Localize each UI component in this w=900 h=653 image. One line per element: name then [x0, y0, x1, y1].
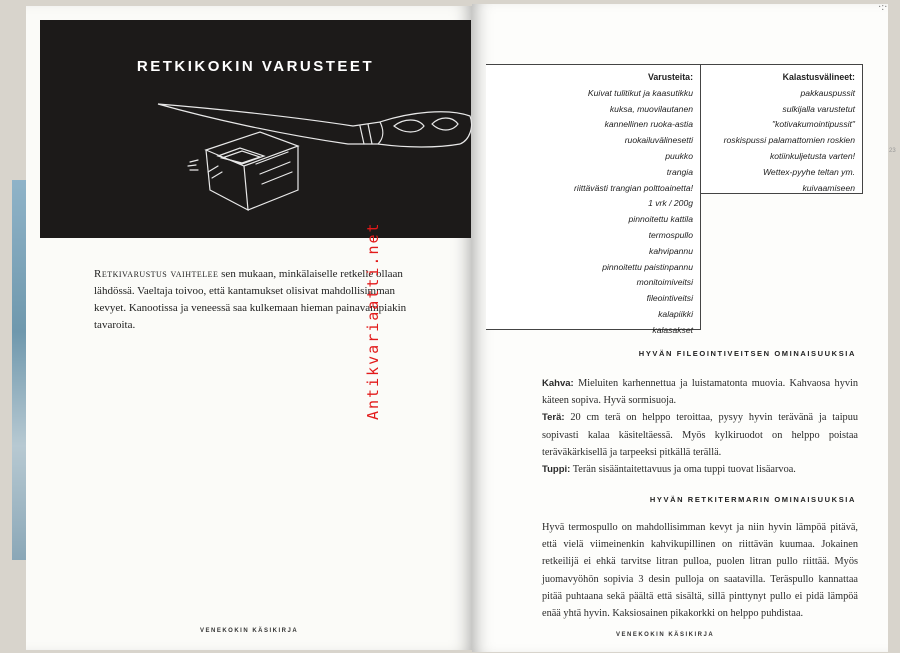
blade-text: 20 cm terä on helppo teroittaa, pysyy hyvin terävänä ja taipuu sopivasti kalaa käsiteltäessä. Myös kylkiruodot on helppo poistaa teräväkärkisellä ja tarpeeksi pitkällä terällä.	[542, 412, 858, 458]
handle-text: Mieluiten karhennettua ja luistamatonta muovia. Kahvaosa hyvin käteen sopiva. Hyvä sormisuoja.	[542, 378, 858, 407]
list-item: kannellinen ruoka-astia	[604, 119, 693, 130]
blade-label: Terä:	[542, 412, 565, 424]
fishing-heading: Kalastusvälineet:	[782, 72, 855, 82]
list-item: kalapiikki	[658, 308, 693, 319]
list-item: roskispussi palamattomien roskien	[723, 135, 855, 146]
list-item: kuksa, muovilautanen	[609, 103, 693, 114]
intro-text: sen mukaan, minkälaiselle retkelle ollaan lähdössä. Vaeltaja toivoo, että kantamukset olisivat mahdollisimman kevyet. Kanootissa ja veneessä saa kulkemaan hieman painavampiakin tavaroita.	[94, 268, 407, 331]
list-item: Wettex-pyyhe teltan ym.	[762, 166, 855, 177]
list-item: pinnoitettu paistinpannu	[602, 261, 693, 272]
thermos-section-text: Hyvä termospullo on mahdollisimman kevyt ja niin hyvin lämpöä pitävä, että vielä viimeinenkin kahvikupillinen on riittävän kuumaa. Jokainen retkeilijä ei ehkä tarvitse litran pulloa, puolen litran pullo riittää. Myös juomavyöhön sopivia 3 desin pulloja on saatavilla. Teräspullo kannattaa pitää puhtaana sekä päältä että sisältä, sillä pinttynyt pullo ei pidä lämpöä enää yhtä hyvin. Kaksiosainen pikakorkki on helppo puhdistaa.	[542, 522, 858, 620]
page-title: RETKIKOKIN VARUSTEET	[136, 58, 375, 75]
corner-mark: ·:·	[878, 2, 888, 13]
footer-right: VENEKOKIN KÄSIKIRJA	[616, 632, 715, 638]
list-item: Kuivat tulitikut ja kaasutikku	[587, 87, 693, 98]
title-banner	[40, 20, 471, 238]
background-edge	[12, 180, 26, 560]
list-item: puukko	[665, 150, 693, 161]
list-item: riittävästi trangian polttoainetta!	[574, 182, 693, 193]
equipment-box	[486, 64, 701, 335]
list-item: 1 vrk / 200g	[648, 198, 693, 209]
list-item: kalasakset	[652, 324, 693, 335]
footer-left: VENEKOKIN KÄSIKIRJA	[200, 628, 299, 634]
list-item: sulkijalla varustetut	[782, 103, 855, 114]
knife-section-text	[542, 375, 858, 478]
list-item: termospullo	[648, 229, 693, 240]
thermos-section-title: HYVÄN RETKITERMARIN OMINAISUUKSIA	[649, 495, 856, 504]
list-item: monitoimiveitsi	[636, 277, 693, 288]
list-item: pinnoitettu kattila	[628, 214, 693, 225]
handle-label: Kahva:	[542, 378, 574, 389]
list-item: "kotivakumointipussit"	[771, 119, 855, 130]
list-item: pakkauspussit	[800, 87, 855, 98]
knife-section-title: HYVÄN FILEOINTIVEITSEN OMINAISUUKSIA	[638, 349, 856, 358]
watermark: Antikvariaatti.net	[364, 221, 382, 420]
list-item: ruokailuvälinesetti	[624, 135, 693, 146]
intro-lead: Retkivarustus vaihtelee	[94, 268, 219, 280]
list-item: kahvipannu	[649, 245, 693, 256]
list-item: kuivaamiseen	[802, 182, 855, 193]
equipment-heading: Varusteita:	[648, 72, 693, 82]
fishing-box	[700, 64, 863, 194]
list-item: trangia	[666, 166, 693, 177]
sheath-text: Terän sisääntaitettavuus ja oma tuppi tuovat lisäarvoa.	[570, 464, 796, 476]
knife-illustration	[148, 86, 478, 226]
sheath-label: Tuppi:	[542, 464, 571, 476]
list-item: kotiinkuljetusta varten!	[769, 150, 855, 161]
page-number: 23	[889, 148, 896, 154]
list-item: fileointiveitsi	[646, 293, 693, 304]
